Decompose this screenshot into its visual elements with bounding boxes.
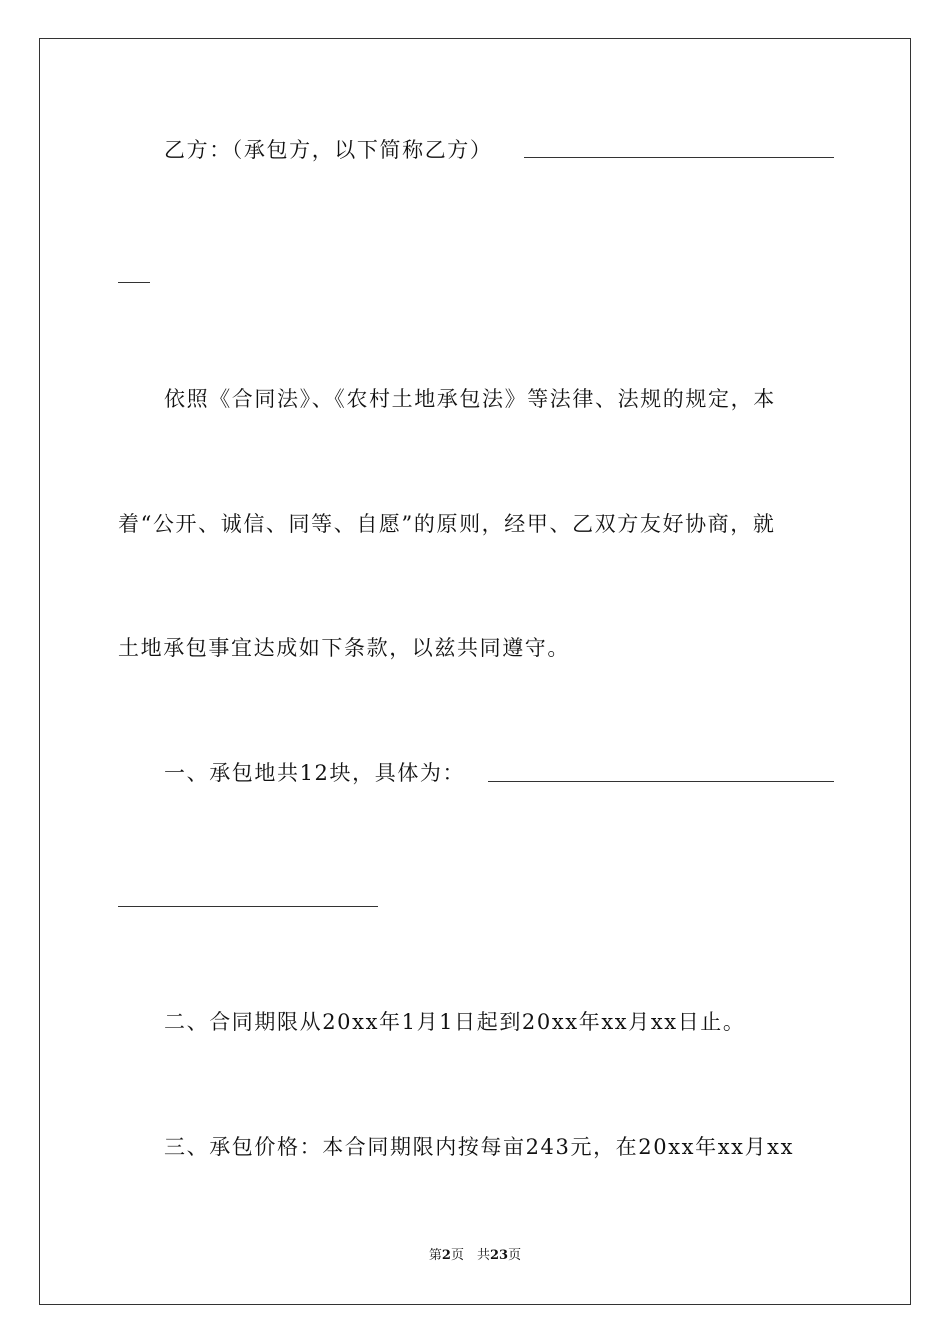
clause-2-line: 二、合同期限从20xx年1月1日起到20xx年xx月xx日止。: [164, 1010, 746, 1034]
clause-3-line: 三、承包价格：本合同期限内按每亩243元，在20xx年xx月xx: [164, 1135, 795, 1159]
preamble-line-2: 着“公开、诚信、同等、自愿”的原则，经甲、乙双方友好协商，就: [118, 512, 776, 536]
footer-total-pages: 23: [489, 1248, 509, 1263]
clause-1-blank-line: [488, 781, 834, 782]
footer-suffix: 页: [508, 1248, 522, 1263]
clause-1-blank-line-continued: [118, 906, 378, 907]
preamble-line-1: 依照《合同法》、《农村土地承包法》等法律、法规的规定，本: [164, 387, 776, 411]
party-b-blank-line: [524, 157, 834, 158]
page-footer: [0, 1247, 950, 1265]
party-b-line: 乙方：（承包方，以下简称乙方）: [164, 138, 493, 162]
party-b-blank-line-continued: [118, 282, 150, 283]
preamble-line-3: 土地承包事宜达成如下条款，以兹共同遵守。: [118, 636, 570, 660]
footer-prefix: 第: [428, 1248, 442, 1263]
footer-current-page: 2: [441, 1248, 451, 1263]
page-frame: [39, 38, 911, 1305]
footer-middle: 页 共: [450, 1248, 490, 1263]
clause-1-line: 一、承包地共12块，具体为：: [164, 761, 466, 785]
